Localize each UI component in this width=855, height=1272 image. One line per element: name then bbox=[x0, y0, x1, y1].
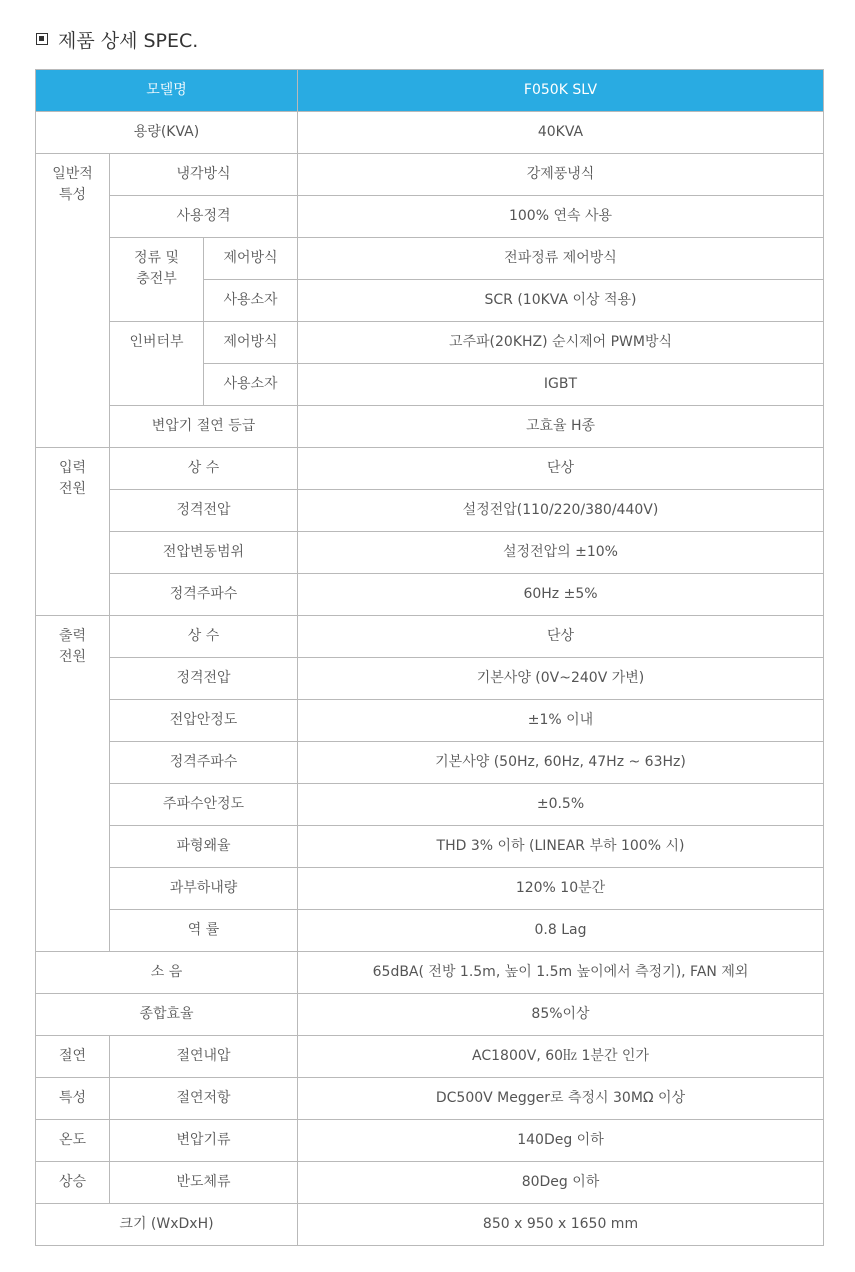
rectifier-control-value: 전파정류 제어방식 bbox=[298, 238, 824, 280]
table-row bbox=[36, 826, 824, 868]
efficiency-label: 종합효율 bbox=[36, 994, 298, 1036]
table-row bbox=[36, 1204, 824, 1246]
table-row bbox=[36, 1078, 824, 1120]
temperature-semiconductor-label: 반도체류 bbox=[110, 1162, 298, 1204]
temperature-group-label-2: 상승 bbox=[36, 1162, 110, 1204]
insulation-withstand-value: AC1800V, 60㎐ 1분간 인가 bbox=[298, 1036, 824, 1078]
output-stability-label: 전압안정도 bbox=[110, 700, 298, 742]
table-header-row bbox=[36, 70, 824, 112]
input-frequency-label: 정격주파수 bbox=[110, 574, 298, 616]
input-variation-label: 전압변동범위 bbox=[110, 532, 298, 574]
output-power-factor-value: 0.8 Lag bbox=[298, 910, 824, 952]
insulation-group-label-1: 절연 bbox=[36, 1036, 110, 1078]
table-row bbox=[36, 1036, 824, 1078]
table-row bbox=[36, 658, 824, 700]
output-voltage-label: 정격전압 bbox=[110, 658, 298, 700]
input-frequency-value: 60Hz ±5% bbox=[298, 574, 824, 616]
output-distortion-value: THD 3% 이하 (LINEAR 부하 100% 시) bbox=[298, 826, 824, 868]
output-distortion-label: 파형왜율 bbox=[110, 826, 298, 868]
table-row bbox=[36, 1120, 824, 1162]
capacity-value: 40KVA bbox=[298, 112, 824, 154]
table-row bbox=[36, 406, 824, 448]
table-row bbox=[36, 574, 824, 616]
output-stability-value: ±1% 이내 bbox=[298, 700, 824, 742]
table-row bbox=[36, 238, 824, 280]
table-row bbox=[36, 112, 824, 154]
input-phase-value: 단상 bbox=[298, 448, 824, 490]
inverter-device-value: IGBT bbox=[298, 364, 824, 406]
table-row bbox=[36, 448, 824, 490]
temperature-semiconductor-value: 80Deg 이하 bbox=[298, 1162, 824, 1204]
input-phase-label: 상 수 bbox=[110, 448, 298, 490]
capacity-label: 용량(KVA) bbox=[36, 112, 298, 154]
temperature-group-label-1: 온도 bbox=[36, 1120, 110, 1162]
table-row bbox=[36, 154, 824, 196]
cooling-value: 강제풍냉식 bbox=[298, 154, 824, 196]
section-heading bbox=[36, 26, 198, 52]
model-label: 모델명 bbox=[36, 70, 298, 112]
output-power-factor-label: 역 률 bbox=[110, 910, 298, 952]
input-voltage-value: 설정전압(110/220/380/440V) bbox=[298, 490, 824, 532]
general-group-label: 일반적 특성 bbox=[36, 154, 110, 448]
table-row bbox=[36, 952, 824, 994]
spec-table bbox=[35, 69, 824, 1246]
table-row bbox=[36, 868, 824, 910]
insulation-resistance-value: DC500V Megger로 측정시 30MΩ 이상 bbox=[298, 1078, 824, 1120]
table-row bbox=[36, 532, 824, 574]
efficiency-value: 85%이상 bbox=[298, 994, 824, 1036]
output-overload-label: 과부하내량 bbox=[110, 868, 298, 910]
output-freq-stability-value: ±0.5% bbox=[298, 784, 824, 826]
rating-label: 사용정격 bbox=[110, 196, 298, 238]
inverter-control-value: 고주파(20KHZ) 순시제어 PWM방식 bbox=[298, 322, 824, 364]
input-variation-value: 설정전압의 ±10% bbox=[298, 532, 824, 574]
output-phase-value: 단상 bbox=[298, 616, 824, 658]
table-row bbox=[36, 322, 824, 364]
rating-value: 100% 연속 사용 bbox=[298, 196, 824, 238]
output-overload-value: 120% 10분간 bbox=[298, 868, 824, 910]
insulation-withstand-label: 절연내압 bbox=[110, 1036, 298, 1078]
output-frequency-label: 정격주파수 bbox=[110, 742, 298, 784]
output-frequency-value: 기본사양 (50Hz, 60Hz, 47Hz ~ 63Hz) bbox=[298, 742, 824, 784]
table-row bbox=[36, 994, 824, 1036]
table-row bbox=[36, 742, 824, 784]
inverter-group-label: 인버터부 bbox=[110, 322, 204, 406]
output-freq-stability-label: 주파수안정도 bbox=[110, 784, 298, 826]
table-row bbox=[36, 196, 824, 238]
noise-value: 65dBA( 전방 1.5m, 높이 1.5m 높이에서 측정기), FAN 제외 bbox=[298, 952, 824, 994]
table-row bbox=[36, 910, 824, 952]
inverter-device-label: 사용소자 bbox=[204, 364, 298, 406]
section-heading-text: 제품 상세 SPEC. bbox=[58, 29, 199, 52]
table-row bbox=[36, 784, 824, 826]
size-value: 850 x 950 x 1650 mm bbox=[298, 1204, 824, 1246]
rectifier-group-label: 정류 및 충전부 bbox=[110, 238, 204, 322]
insulation-resistance-label: 절연저항 bbox=[110, 1078, 298, 1120]
transformer-grade-value: 고효율 H종 bbox=[298, 406, 824, 448]
input-voltage-label: 정격전압 bbox=[110, 490, 298, 532]
model-value: F050K SLV bbox=[298, 70, 824, 112]
rectifier-control-label: 제어방식 bbox=[204, 238, 298, 280]
square-bullet-icon bbox=[36, 33, 48, 45]
table-row bbox=[36, 490, 824, 532]
inverter-control-label: 제어방식 bbox=[204, 322, 298, 364]
table-row bbox=[36, 1162, 824, 1204]
temperature-transformer-value: 140Deg 이하 bbox=[298, 1120, 824, 1162]
output-group-label: 출력 전원 bbox=[36, 616, 110, 952]
rectifier-device-label: 사용소자 bbox=[204, 280, 298, 322]
rectifier-device-value: SCR (10KVA 이상 적용) bbox=[298, 280, 824, 322]
noise-label: 소 음 bbox=[36, 952, 298, 994]
cooling-label: 냉각방식 bbox=[110, 154, 298, 196]
table-row bbox=[36, 616, 824, 658]
temperature-transformer-label: 변압기류 bbox=[110, 1120, 298, 1162]
size-label: 크기 (WxDxH) bbox=[36, 1204, 298, 1246]
input-group-label: 입력 전원 bbox=[36, 448, 110, 616]
output-phase-label: 상 수 bbox=[110, 616, 298, 658]
insulation-group-label-2: 특성 bbox=[36, 1078, 110, 1120]
transformer-grade-label: 변압기 절연 등급 bbox=[110, 406, 298, 448]
output-voltage-value: 기본사양 (0V~240V 가변) bbox=[298, 658, 824, 700]
table-row bbox=[36, 700, 824, 742]
